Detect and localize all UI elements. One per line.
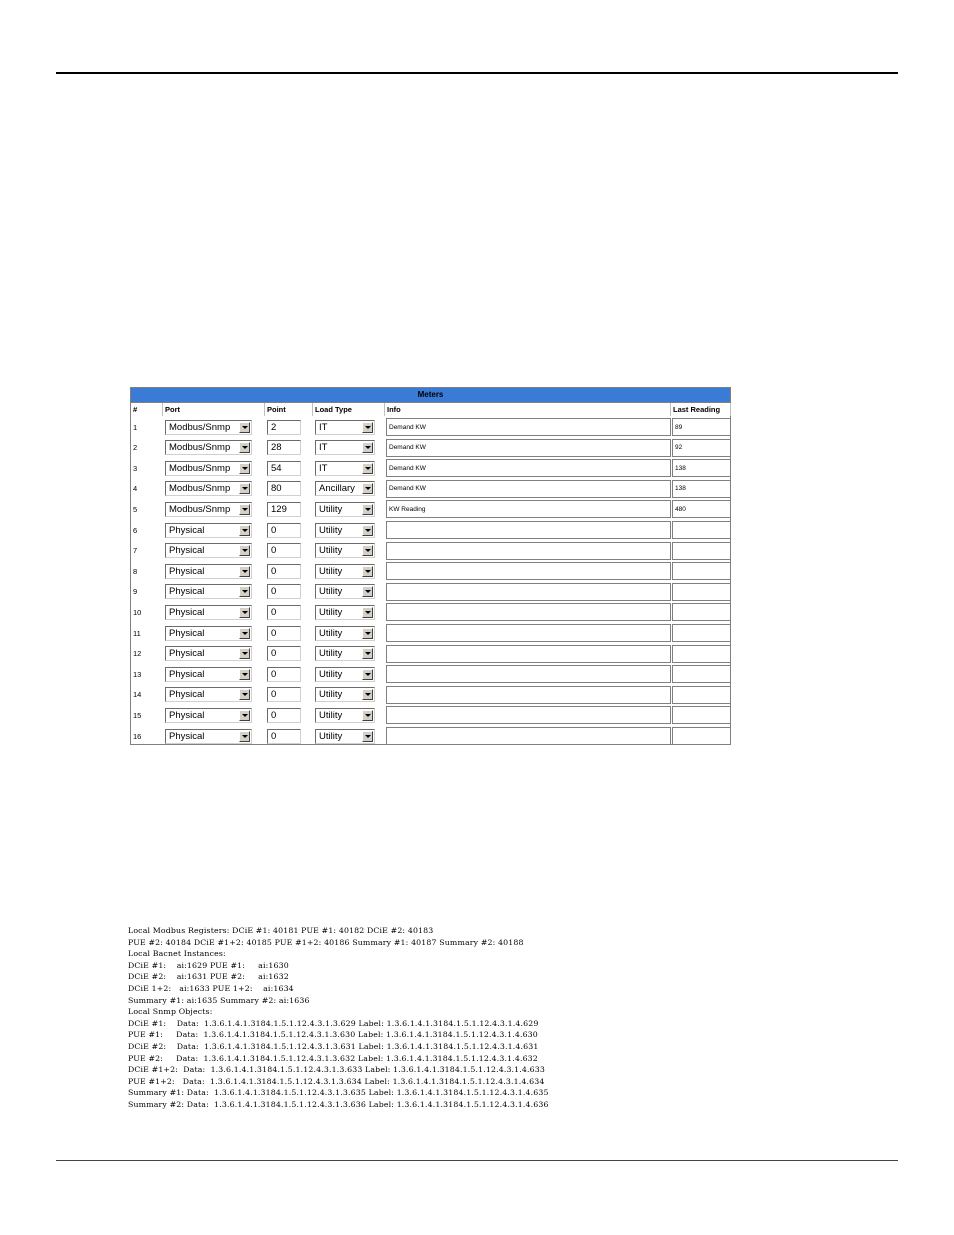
last-reading-field: 480 — [672, 500, 731, 518]
point-cell — [265, 582, 313, 602]
point-cell — [265, 664, 313, 684]
last-reading-field — [672, 727, 731, 745]
port-select-value: Physical — [169, 627, 205, 639]
load-type-cell — [313, 520, 385, 540]
info-field — [386, 665, 671, 683]
chevron-down-icon[interactable] — [239, 648, 250, 659]
load-type-cell — [313, 685, 385, 705]
port-select-value: Physical — [169, 648, 205, 660]
chevron-down-icon[interactable] — [239, 689, 250, 700]
point-input[interactable]: 80 — [267, 481, 301, 496]
point-cell — [265, 479, 313, 499]
meter-row — [131, 561, 731, 581]
chevron-down-icon[interactable] — [239, 442, 250, 453]
meter-row — [131, 602, 731, 622]
port-select[interactable] — [165, 461, 252, 476]
load-type-select[interactable] — [315, 440, 375, 455]
point-cell — [265, 644, 313, 664]
load-type-cell — [313, 582, 385, 602]
load-type-select[interactable] — [315, 646, 375, 661]
load-type-cell — [313, 623, 385, 643]
chevron-down-icon[interactable] — [362, 545, 373, 556]
port-select-value: Physical — [169, 586, 205, 598]
point-cell — [265, 438, 313, 458]
chevron-down-icon[interactable] — [239, 422, 250, 433]
meter-row — [131, 644, 731, 664]
point-cell — [265, 685, 313, 705]
point-input[interactable]: 0 — [267, 667, 301, 682]
meter-row — [131, 479, 731, 499]
port-cell — [163, 520, 265, 540]
last-reading-field: 138 — [672, 480, 731, 498]
load-type-select[interactable] — [315, 584, 375, 599]
register-line: Summary #1: ai:1635 Summary #2: ai:1636 — [128, 995, 310, 1005]
port-cell — [163, 685, 265, 705]
port-select-value: Physical — [169, 524, 205, 536]
point-cell — [265, 417, 313, 437]
point-cell — [265, 726, 313, 746]
chevron-down-icon[interactable] — [362, 731, 373, 742]
chevron-down-icon[interactable] — [362, 504, 373, 515]
meter-row — [131, 520, 731, 540]
chevron-down-icon[interactable] — [362, 648, 373, 659]
point-input[interactable]: 2 — [267, 420, 301, 435]
load-type-select[interactable] — [315, 708, 375, 723]
port-select-value: Physical — [169, 545, 205, 557]
load-type-cell — [313, 479, 385, 499]
meter-row — [131, 582, 731, 602]
chevron-down-icon[interactable] — [239, 607, 250, 618]
chevron-down-icon[interactable] — [239, 710, 250, 721]
last-reading-field: 89 — [672, 418, 731, 436]
load-type-select-value: Utility — [319, 668, 343, 680]
load-type-select[interactable] — [315, 667, 375, 682]
port-select-value: Modbus/Snmp — [169, 442, 231, 454]
info-field: KW Reading — [386, 500, 671, 518]
point-cell — [265, 602, 313, 622]
meter-row — [131, 664, 731, 684]
info-field — [386, 686, 671, 704]
chevron-down-icon[interactable] — [362, 442, 373, 453]
info-field — [386, 727, 671, 745]
meter-number: 12 — [133, 649, 142, 659]
port-select[interactable] — [165, 502, 252, 517]
load-type-select-value: Utility — [319, 648, 343, 660]
load-type-cell — [313, 417, 385, 437]
load-type-select[interactable] — [315, 687, 375, 702]
register-line: DCiE #1+2: Data: 1.3.6.1.4.1.3184.1.5.1.12.4.3.1.3.633 Label: 1.3.6.1.4.1.3184.1.5.1.12.4.3.1.4.633 — [128, 1065, 545, 1075]
last-reading-field — [672, 603, 731, 621]
header-last-reading: Last Reading — [671, 403, 731, 416]
last-reading-field — [672, 583, 731, 601]
load-type-select-value: IT — [319, 421, 328, 433]
port-select[interactable] — [165, 626, 252, 641]
meters-title: Meters — [131, 388, 730, 403]
register-line: PUE #2: Data: 1.3.6.1.4.1.3184.1.5.1.12.4.3.1.3.632 Label: 1.3.6.1.4.1.3184.1.5.1.12.4.3.1.4.632 — [128, 1053, 538, 1063]
last-reading-field — [672, 624, 731, 642]
port-select-value: Physical — [169, 689, 205, 701]
bottom-rule — [56, 1160, 898, 1161]
point-cell — [265, 623, 313, 643]
register-line: DCiE 1+2: ai:1633 PUE 1+2: ai:1634 — [128, 983, 294, 993]
chevron-down-icon[interactable] — [362, 483, 373, 494]
register-line: DCiE #1: ai:1629 PUE #1: ai:1630 — [128, 960, 289, 970]
load-type-select[interactable] — [315, 626, 375, 641]
meter-number: 1 — [133, 422, 138, 432]
load-type-cell — [313, 499, 385, 519]
port-cell — [163, 561, 265, 581]
point-cell — [265, 520, 313, 540]
port-cell — [163, 438, 265, 458]
meter-number: 8 — [133, 566, 138, 576]
last-reading-field — [672, 665, 731, 683]
port-select[interactable] — [165, 481, 252, 496]
meter-number: 7 — [133, 546, 138, 556]
register-line: Summary #1: Data: 1.3.6.1.4.1.3184.1.5.1.12.4.3.1.3.635 Label: 1.3.6.1.4.1.3184.1.5.1.12.4.3.1.4.635 — [128, 1088, 549, 1098]
port-cell — [163, 417, 265, 437]
meter-row — [131, 685, 731, 705]
info-field — [386, 624, 671, 642]
chevron-down-icon[interactable] — [362, 422, 373, 433]
meter-number: 16 — [133, 731, 142, 741]
point-input[interactable]: 0 — [267, 584, 301, 599]
chevron-down-icon[interactable] — [239, 669, 250, 680]
load-type-select[interactable] — [315, 461, 375, 476]
info-field — [386, 603, 671, 621]
chevron-down-icon[interactable] — [362, 689, 373, 700]
point-input[interactable]: 54 — [267, 461, 301, 476]
last-reading-field: 138 — [672, 459, 731, 477]
load-type-select-value: Utility — [319, 503, 343, 515]
point-input[interactable]: 0 — [267, 605, 301, 620]
load-type-select[interactable] — [315, 523, 375, 538]
chevron-down-icon[interactable] — [239, 504, 250, 515]
port-cell — [163, 602, 265, 622]
meter-number: 4 — [133, 484, 138, 494]
load-type-cell — [313, 664, 385, 684]
meter-number: 11 — [133, 628, 141, 638]
point-cell — [265, 705, 313, 725]
info-field: Demand KW — [386, 439, 671, 457]
load-type-select-value: Utility — [319, 545, 343, 557]
port-select-value: Modbus/Snmp — [169, 462, 231, 474]
chevron-down-icon[interactable] — [362, 566, 373, 577]
load-type-cell — [313, 438, 385, 458]
chevron-down-icon[interactable] — [239, 525, 250, 536]
point-input[interactable]: 0 — [267, 564, 301, 579]
load-type-select-value: Ancillary — [319, 483, 355, 495]
info-field — [386, 645, 671, 663]
load-type-select-value: Utility — [319, 565, 343, 577]
register-line: DCiE #1: Data: 1.3.6.1.4.1.3184.1.5.1.12.4.3.1.3.629 Label: 1.3.6.1.4.1.3184.1.5.1.12.4.3.1.4.629 — [128, 1018, 539, 1028]
meter-row — [131, 541, 731, 561]
header-number: # — [131, 403, 163, 416]
load-type-select[interactable] — [315, 481, 375, 496]
meter-number: 5 — [133, 504, 138, 514]
register-line: Local Bacnet Instances: — [128, 949, 226, 959]
port-select[interactable] — [165, 584, 252, 599]
point-input[interactable]: 0 — [267, 523, 301, 538]
point-input[interactable]: 0 — [267, 708, 301, 723]
local-registers-listing — [128, 925, 828, 1111]
point-input[interactable]: 0 — [267, 687, 301, 702]
load-type-cell — [313, 602, 385, 622]
load-type-select[interactable] — [315, 543, 375, 558]
port-cell — [163, 664, 265, 684]
chevron-down-icon[interactable] — [362, 586, 373, 597]
last-reading-field — [672, 521, 731, 539]
point-cell — [265, 561, 313, 581]
info-field: Demand KW — [386, 480, 671, 498]
register-line: Local Modbus Registers: DCiE #1: 40181 PUE #1: 40182 DCiE #2: 40183 — [128, 926, 434, 935]
meter-number: 14 — [133, 690, 142, 700]
chevron-down-icon[interactable] — [362, 525, 373, 536]
load-type-cell — [313, 644, 385, 664]
port-cell — [163, 479, 265, 499]
load-type-cell — [313, 458, 385, 478]
point-cell — [265, 541, 313, 561]
point-input[interactable]: 0 — [267, 646, 301, 661]
port-cell — [163, 499, 265, 519]
port-select-value: Modbus/Snmp — [169, 483, 231, 495]
load-type-select[interactable] — [315, 605, 375, 620]
chevron-down-icon[interactable] — [362, 628, 373, 639]
info-field — [386, 583, 671, 601]
point-input[interactable]: 0 — [267, 729, 301, 744]
port-select[interactable] — [165, 605, 252, 620]
last-reading-field: 92 — [672, 439, 731, 457]
port-cell — [163, 623, 265, 643]
register-line: DCiE #2: Data: 1.3.6.1.4.1.3184.1.5.1.12.4.3.1.3.631 Label: 1.3.6.1.4.1.3184.1.5.1.12.4.3.1.4.631 — [128, 1041, 539, 1051]
last-reading-field — [672, 542, 731, 560]
meter-number: 15 — [133, 710, 142, 720]
chevron-down-icon[interactable] — [362, 669, 373, 680]
port-select[interactable] — [165, 667, 252, 682]
meter-row — [131, 499, 731, 519]
load-type-cell — [313, 705, 385, 725]
port-select[interactable] — [165, 543, 252, 558]
load-type-select-value: Utility — [319, 586, 343, 598]
info-field — [386, 706, 671, 724]
register-line: Summary #2: Data: 1.3.6.1.4.1.3184.1.5.1.12.4.3.1.3.636 Label: 1.3.6.1.4.1.3184.1.5.1.12.4.3.1.4.636 — [128, 1099, 549, 1109]
port-cell — [163, 582, 265, 602]
top-rule — [56, 72, 898, 74]
point-input[interactable]: 0 — [267, 543, 301, 558]
load-type-select-value: Utility — [319, 606, 343, 618]
port-cell — [163, 458, 265, 478]
meters-header-row — [131, 403, 731, 416]
port-select-value: Physical — [169, 565, 205, 577]
point-input[interactable]: 129 — [267, 502, 301, 517]
last-reading-field — [672, 645, 731, 663]
register-line: DCiE #2: ai:1631 PUE #2: ai:1632 — [128, 972, 289, 982]
port-select[interactable] — [165, 708, 252, 723]
info-field: Demand KW — [386, 459, 671, 477]
load-type-select-value: Utility — [319, 689, 343, 701]
port-select-value: Modbus/Snmp — [169, 421, 231, 433]
register-line: Local Snmp Objects: — [128, 1007, 213, 1017]
info-field: Demand KW — [386, 418, 671, 436]
load-type-select-value: Utility — [319, 627, 343, 639]
register-line: PUE #1: Data: 1.3.6.1.4.1.3184.1.5.1.12.4.3.1.3.630 Label: 1.3.6.1.4.1.3184.1.5.1.12.4.3.1.4.630 — [128, 1030, 538, 1040]
port-cell — [163, 705, 265, 725]
load-type-cell — [313, 726, 385, 746]
meter-row — [131, 438, 731, 458]
port-select-value: Modbus/Snmp — [169, 503, 231, 515]
info-field — [386, 521, 671, 539]
port-select-value: Physical — [169, 668, 205, 680]
meter-number: 6 — [133, 525, 138, 535]
chevron-down-icon[interactable] — [239, 463, 250, 474]
point-cell — [265, 458, 313, 478]
load-type-cell — [313, 561, 385, 581]
register-line: PUE #2: 40184 DCiE #1+2: 40185 PUE #1+2: 40186 Summary #1: 40187 Summary #2: 40188 — [128, 937, 524, 947]
chevron-down-icon[interactable] — [362, 710, 373, 721]
load-type-select-value: IT — [319, 442, 328, 454]
load-type-select-value: Utility — [319, 709, 343, 721]
meter-row — [131, 417, 731, 437]
load-type-select[interactable] — [315, 729, 375, 744]
load-type-select-value: Utility — [319, 524, 343, 536]
port-select-value: Physical — [169, 606, 205, 618]
port-select[interactable] — [165, 646, 252, 661]
header-port: Port — [163, 403, 265, 416]
load-type-select[interactable] — [315, 420, 375, 435]
chevron-down-icon[interactable] — [239, 731, 250, 742]
port-select[interactable] — [165, 687, 252, 702]
meter-row — [131, 623, 731, 643]
point-input[interactable]: 28 — [267, 440, 301, 455]
load-type-select-value: Utility — [319, 730, 343, 742]
chevron-down-icon[interactable] — [239, 566, 250, 577]
chevron-down-icon[interactable] — [239, 545, 250, 556]
last-reading-field — [672, 562, 731, 580]
info-field — [386, 562, 671, 580]
meters-panel — [130, 387, 731, 745]
meter-number: 13 — [133, 669, 142, 679]
meter-number: 9 — [133, 587, 138, 597]
last-reading-field — [672, 686, 731, 704]
port-select-value: Physical — [169, 730, 205, 742]
chevron-down-icon[interactable] — [362, 463, 373, 474]
port-select-value: Physical — [169, 709, 205, 721]
header-point: Point — [265, 403, 313, 416]
port-select[interactable] — [165, 440, 252, 455]
last-reading-field — [672, 706, 731, 724]
info-field — [386, 542, 671, 560]
register-line: PUE #1+2: Data: 1.3.6.1.4.1.3184.1.5.1.12.4.3.1.3.634 Label: 1.3.6.1.4.1.3184.1.5.1.12.4.3.1.4.634 — [128, 1076, 545, 1086]
chevron-down-icon[interactable] — [362, 607, 373, 618]
point-cell — [265, 499, 313, 519]
load-type-select[interactable] — [315, 502, 375, 517]
meter-row — [131, 458, 731, 478]
chevron-down-icon[interactable] — [239, 628, 250, 639]
chevron-down-icon[interactable] — [239, 483, 250, 494]
header-info: Info — [385, 403, 671, 416]
load-type-select-value: IT — [319, 462, 328, 474]
header-load-type: Load Type — [313, 403, 385, 416]
port-cell — [163, 726, 265, 746]
meter-number: 3 — [133, 463, 138, 473]
load-type-cell — [313, 541, 385, 561]
meter-number: 10 — [133, 607, 142, 617]
meter-row — [131, 705, 731, 725]
point-input[interactable]: 0 — [267, 626, 301, 641]
port-select[interactable] — [165, 523, 252, 538]
port-cell — [163, 541, 265, 561]
port-select[interactable] — [165, 729, 252, 744]
load-type-select[interactable] — [315, 564, 375, 579]
meter-number: 2 — [133, 443, 138, 453]
port-select[interactable] — [165, 564, 252, 579]
port-select[interactable] — [165, 420, 252, 435]
port-cell — [163, 644, 265, 664]
chevron-down-icon[interactable] — [239, 586, 250, 597]
meter-row — [131, 726, 731, 746]
